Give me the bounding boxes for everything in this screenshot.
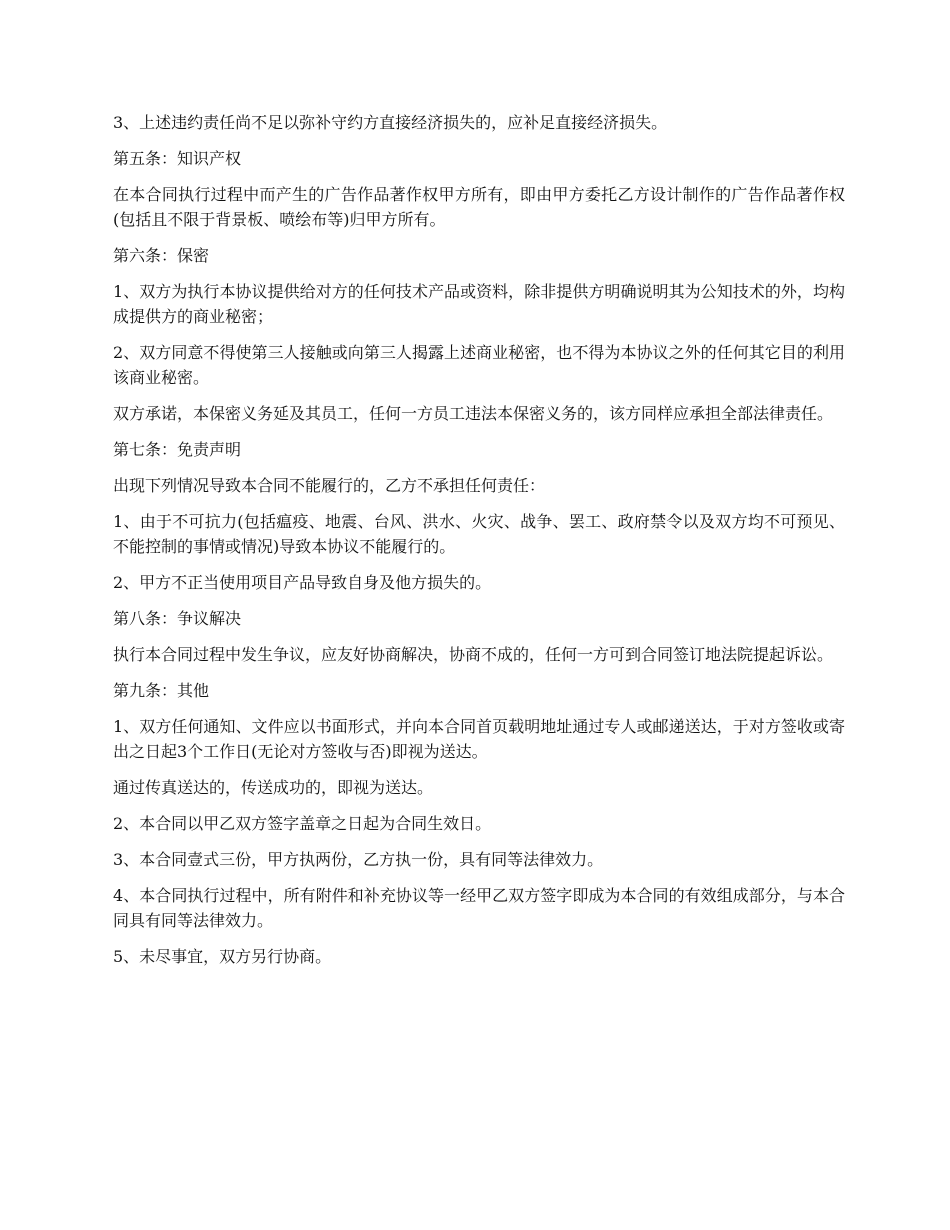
misc-clause-2: 2、本合同以甲乙双方签字盖章之日起为合同生效日。: [113, 814, 492, 833]
article-6-heading: 第六条：保密: [113, 246, 210, 265]
confidentiality-clause-1: 1、双方为执行本协议提供给对方的任何技术产品或资料，除非提供方明确说明其为公知技术的外，均构成提供方的商业秘密；: [113, 282, 845, 326]
dispute-clause: 执行本合同过程中发生争议，应友好协商解决，协商不成的，任何一方可到合同签订地法院提起诉讼。: [113, 645, 834, 664]
ip-clause: 在本合同执行过程中而产生的广告作品著作权甲方所有，即由甲方委托乙方设计制作的广告作品著作权(包括且不限于背景板、喷绘布等)归甲方所有。: [113, 185, 845, 229]
confidentiality-clause-2: 2、双方同意不得使第三人接触或向第三人揭露上述商业秘密，也不得为本协议之外的任何其它目的利用该商业秘密。: [113, 343, 845, 387]
fax-delivery-clause: 通过传真送达的，传送成功的，即视为送达。: [113, 778, 434, 797]
article-5-heading: 第五条：知识产权: [113, 149, 242, 168]
misc-clause-1: 1、双方任何通知、文件应以书面形式，并向本合同首页载明地址通过专人或邮递送达，于对方签收或寄出之日起3个工作日(无论对方签收与否)即视为送达。: [113, 717, 845, 761]
breach-clause-3: 3、上述违约责任尚不足以弥补守约方直接经济损失的，应补足直接经济损失。: [113, 113, 668, 132]
confidentiality-employee-clause: 双方承诺，本保密义务延及其员工，任何一方员工违法本保密义务的，该方同样应承担全部法律责任。: [113, 404, 834, 423]
disclaimer-clause-1: 1、由于不可抗力(包括瘟疫、地震、台风、洪水、火灾、战争、罢工、政府禁令以及双方均不可预见、不能控制的事情或情况)导致本协议不能履行的。: [113, 512, 845, 556]
disclaimer-clause-2: 2、甲方不正当使用项目产品导致自身及他方损失的。: [113, 573, 492, 592]
misc-clause-3: 3、本合同壹式三份，甲方执两份，乙方执一份，具有同等法律效力。: [113, 850, 604, 869]
article-8-heading: 第八条：争议解决: [113, 609, 242, 628]
document-page: [113, 110, 845, 980]
disclaimer-intro: 出现下列情况导致本合同不能履行的，乙方不承担任何责任：: [113, 476, 546, 495]
misc-clause-4: 4、本合同执行过程中，所有附件和补充协议等一经甲乙双方签字即成为本合同的有效组成部分，与本合同具有同等法律效力。: [113, 886, 845, 930]
misc-clause-5: 5、未尽事宜，双方另行协商。: [113, 947, 332, 966]
article-9-heading: 第九条：其他: [113, 681, 210, 700]
article-7-heading: 第七条：免责声明: [113, 440, 242, 459]
